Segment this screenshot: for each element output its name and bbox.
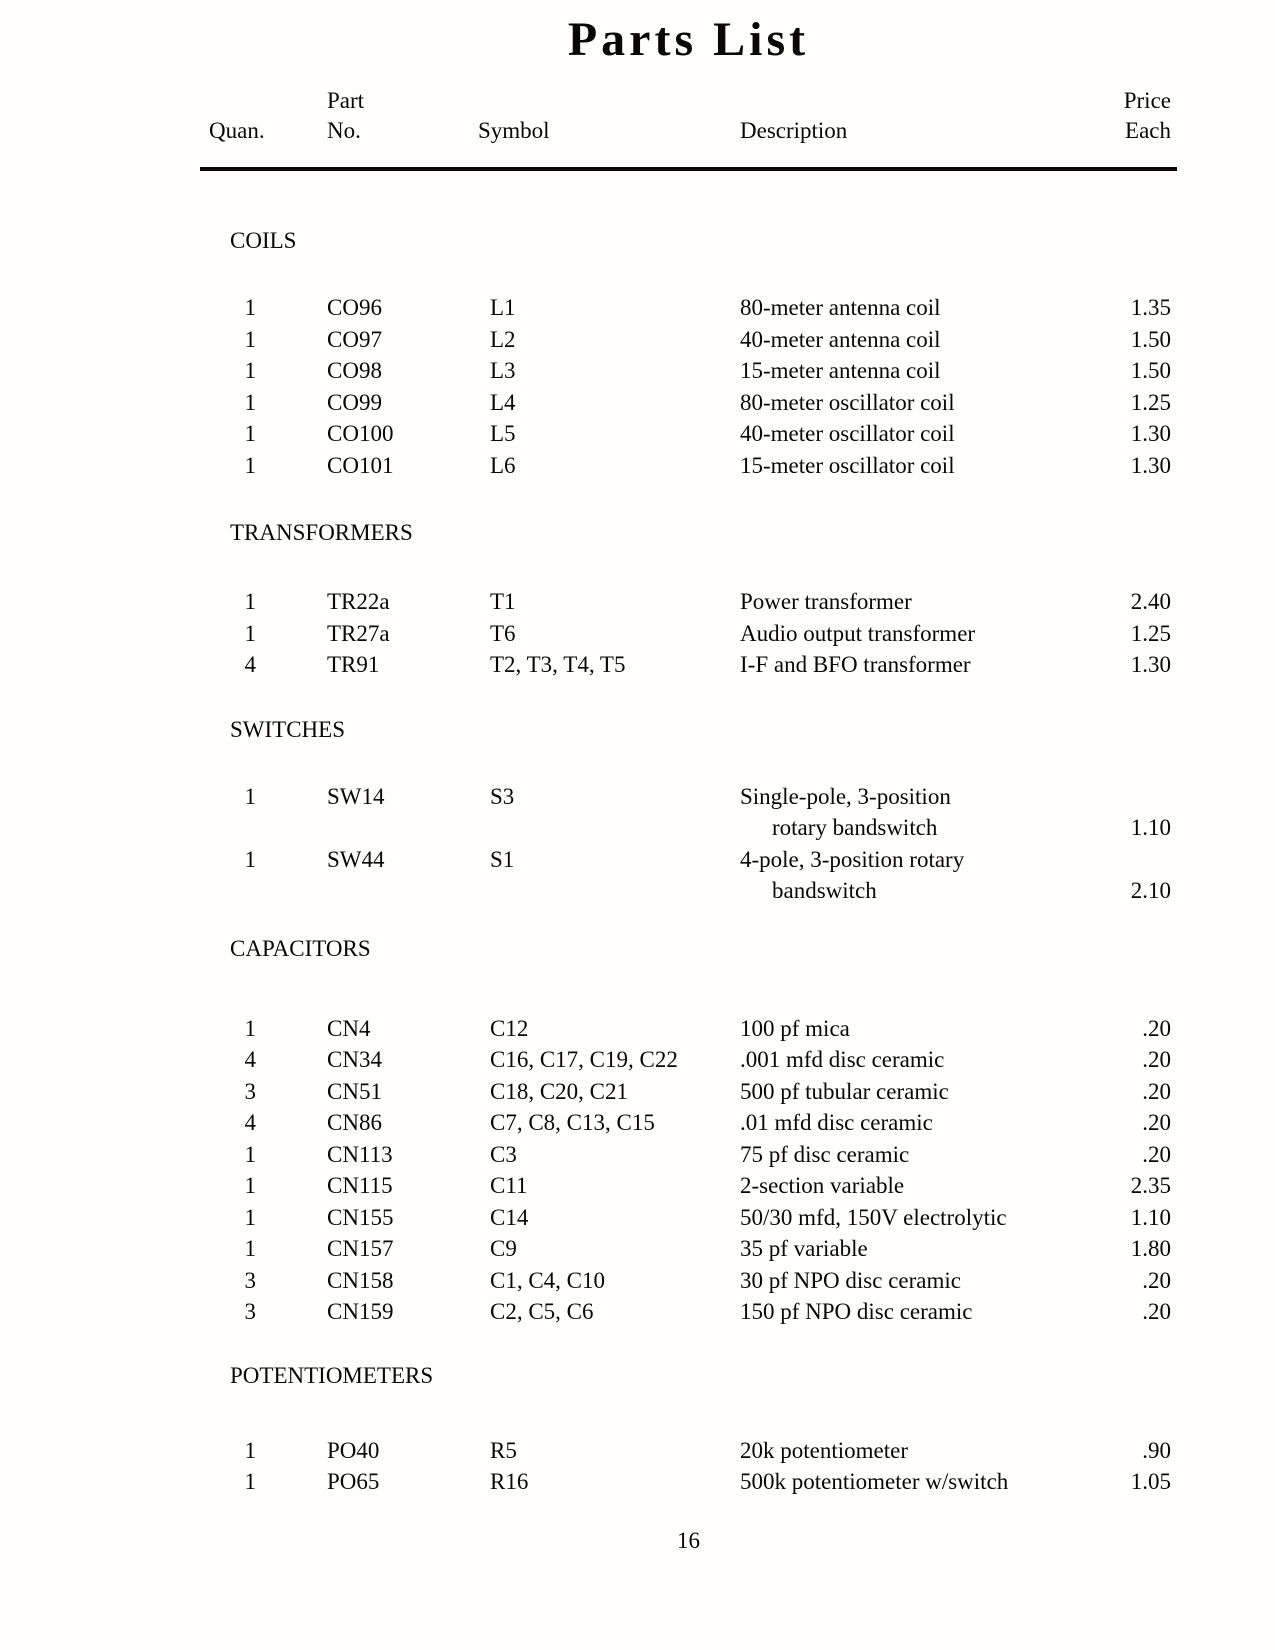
cell-part-no: CO101 <box>327 452 394 478</box>
cell-part-no: SW44 <box>327 846 385 872</box>
cell-description: 4-pole, 3-position rotary <box>740 846 965 872</box>
cell-symbol: L1 <box>490 295 516 320</box>
cell-price: .20 <box>1142 1110 1171 1135</box>
header-description: Description <box>740 118 848 143</box>
header-price-line1: Price <box>1123 88 1171 113</box>
table-row <box>0 450 1275 482</box>
cell-symbol: L4 <box>490 389 516 415</box>
cell-quantity: 1 <box>244 1236 256 1261</box>
cell-part-no: CO98 <box>327 358 382 383</box>
cell-part-no: CN157 <box>327 1236 394 1261</box>
cell-symbol: L5 <box>490 421 516 446</box>
cell-price: 2.10 <box>1130 878 1171 903</box>
table-row <box>0 1296 1275 1328</box>
section-rows <box>0 1013 1275 1328</box>
header-symbol: Symbol <box>478 118 550 143</box>
cell-description: 20k potentiometer <box>740 1437 908 1463</box>
cell-description: 35 pf variable <box>740 1236 868 1261</box>
cell-quantity: 1 <box>244 326 256 352</box>
table-row <box>0 355 1275 387</box>
cell-symbol: C2, C5, C6 <box>490 1299 594 1324</box>
cell-quantity: 1 <box>244 1469 256 1494</box>
table-row <box>0 418 1275 450</box>
table-row <box>0 1170 1275 1202</box>
cell-description: 80-meter oscillator coil <box>740 389 955 415</box>
section-heading: COILS <box>230 228 297 253</box>
cell-symbol: S1 <box>490 846 515 872</box>
cell-part-no: CN115 <box>327 1173 393 1198</box>
table-header <box>0 0 1275 175</box>
cell-part-no: CN159 <box>327 1299 394 1324</box>
page-title: Parts List <box>567 13 810 66</box>
cell-part-no: CN113 <box>327 1141 393 1167</box>
cell-quantity: 3 <box>244 1078 256 1104</box>
cell-quantity: 1 <box>244 620 256 646</box>
cell-price: 1.30 <box>1130 421 1171 446</box>
header-part-line1: Part <box>327 88 365 113</box>
table-row <box>0 649 1275 681</box>
cell-description: 150 pf NPO disc ceramic <box>740 1299 973 1324</box>
cell-part-no: TR22a <box>327 589 390 614</box>
table-row <box>0 618 1275 650</box>
cell-symbol: C3 <box>490 1141 517 1167</box>
sections <box>0 171 1275 1554</box>
cell-symbol: T1 <box>490 589 516 614</box>
cell-quantity: 1 <box>244 358 256 383</box>
cell-description: .001 mfd disc ceramic <box>740 1047 945 1072</box>
cell-price: 1.30 <box>1130 452 1171 478</box>
cell-part-no: SW14 <box>327 783 385 809</box>
section <box>0 936 1275 1328</box>
section-heading: TRANSFORMERS <box>230 520 413 545</box>
table-row <box>0 844 1275 907</box>
cell-quantity: 3 <box>244 1267 256 1293</box>
cell-quantity: 1 <box>244 389 256 415</box>
section-rows <box>0 1435 1275 1498</box>
cell-symbol: C14 <box>490 1204 529 1230</box>
cell-description: Audio output transformer <box>740 620 976 646</box>
table-row <box>0 1076 1275 1108</box>
table-row <box>0 1044 1275 1076</box>
cell-price: 1.35 <box>1130 295 1171 320</box>
cell-description: 500 pf tubular ceramic <box>740 1078 949 1104</box>
table-row <box>0 1233 1275 1265</box>
cell-symbol: T6 <box>490 620 516 646</box>
cell-price: 1.80 <box>1130 1236 1171 1261</box>
cell-description: .01 mfd disc ceramic <box>740 1110 933 1135</box>
cell-symbol: R5 <box>490 1437 517 1463</box>
section <box>0 1363 1275 1498</box>
cell-price: .20 <box>1142 1047 1171 1072</box>
cell-quantity: 1 <box>244 421 256 446</box>
cell-part-no: CN155 <box>327 1204 394 1230</box>
cell-description: rotary bandswitch <box>772 815 938 840</box>
cell-symbol: C16, C17, C19, C22 <box>490 1047 678 1072</box>
cell-part-no: TR91 <box>327 652 380 677</box>
cell-part-no: CN51 <box>327 1078 382 1104</box>
section-heading: SWITCHES <box>230 716 345 742</box>
cell-part-no: TR27a <box>327 620 390 646</box>
section-rows <box>0 781 1275 907</box>
cell-quantity: 1 <box>244 1173 256 1198</box>
header-price-line2: Each <box>1125 118 1171 143</box>
cell-description: 40-meter oscillator coil <box>740 421 955 446</box>
section-rows <box>0 586 1275 681</box>
cell-symbol: L6 <box>490 452 516 478</box>
cell-price: .20 <box>1142 1267 1171 1293</box>
cell-price: 1.50 <box>1130 326 1171 352</box>
cell-part-no: CO100 <box>327 421 394 446</box>
cell-description: 100 pf mica <box>740 1015 850 1041</box>
cell-quantity: 1 <box>244 1204 256 1230</box>
cell-description: 30 pf NPO disc ceramic <box>740 1267 961 1293</box>
table-row <box>0 1107 1275 1139</box>
cell-price: 2.35 <box>1130 1173 1171 1198</box>
cell-price: .20 <box>1142 1299 1171 1324</box>
cell-symbol: C9 <box>490 1236 517 1261</box>
cell-description: 75 pf disc ceramic <box>740 1141 910 1167</box>
cell-price: 1.30 <box>1130 652 1171 677</box>
cell-description: I-F and BFO transformer <box>740 652 971 677</box>
cell-symbol: T2, T3, T4, T5 <box>490 652 626 677</box>
cell-part-no: CN158 <box>327 1267 394 1293</box>
cell-symbol: C7, C8, C13, C15 <box>490 1110 655 1135</box>
cell-part-no: CN34 <box>327 1047 382 1072</box>
cell-symbol: C12 <box>490 1015 529 1041</box>
table-row <box>0 292 1275 324</box>
table-row <box>0 387 1275 419</box>
cell-quantity: 4 <box>244 1110 256 1135</box>
cell-price: 1.25 <box>1130 620 1171 646</box>
table-row <box>0 586 1275 618</box>
cell-quantity: 1 <box>244 846 256 872</box>
cell-price: .20 <box>1142 1015 1171 1041</box>
cell-quantity: 1 <box>244 1437 256 1463</box>
cell-price: .20 <box>1142 1078 1171 1104</box>
cell-symbol: L3 <box>490 358 516 383</box>
cell-price: 1.25 <box>1130 389 1171 415</box>
cell-description: 40-meter antenna coil <box>740 326 941 352</box>
cell-part-no: CN86 <box>327 1110 382 1135</box>
cell-symbol: C1, C4, C10 <box>490 1267 606 1293</box>
cell-description: Single-pole, 3-position <box>740 783 951 809</box>
table-row <box>0 1265 1275 1297</box>
cell-quantity: 4 <box>244 652 256 677</box>
header-part-line2: No. <box>327 118 361 143</box>
cell-price: 2.40 <box>1130 589 1171 614</box>
cell-symbol: R16 <box>490 1469 529 1494</box>
section <box>0 520 1275 681</box>
cell-price: 1.05 <box>1130 1469 1171 1494</box>
cell-description: 80-meter antenna coil <box>740 295 941 320</box>
cell-quantity: 4 <box>244 1047 256 1072</box>
section <box>0 228 1275 481</box>
cell-quantity: 1 <box>244 589 256 614</box>
section-heading: CAPACITORS <box>230 935 371 961</box>
cell-part-no: PO65 <box>327 1469 380 1494</box>
cell-part-no: CO99 <box>327 389 382 415</box>
cell-symbol: C11 <box>490 1173 528 1198</box>
table-row <box>0 1139 1275 1171</box>
table-row <box>0 1466 1275 1498</box>
cell-price: .90 <box>1142 1437 1171 1463</box>
table-row <box>0 1435 1275 1467</box>
cell-price: 1.50 <box>1130 358 1171 383</box>
section-heading: POTENTIOMETERS <box>230 1362 434 1388</box>
cell-part-no: PO40 <box>327 1437 380 1463</box>
cell-symbol: L2 <box>490 326 516 352</box>
cell-description: bandswitch <box>772 878 877 903</box>
table-row <box>0 1202 1275 1234</box>
cell-part-no: CN4 <box>327 1015 371 1041</box>
cell-description: 50/30 mfd, 150V electrolytic <box>740 1204 1007 1230</box>
table-row <box>0 1013 1275 1045</box>
table-row <box>0 781 1275 844</box>
cell-price: .20 <box>1142 1141 1171 1167</box>
section-rows <box>0 292 1275 481</box>
cell-description: Power transformer <box>740 589 912 614</box>
cell-description: 500k potentiometer w/switch <box>740 1469 1009 1494</box>
cell-part-no: CO97 <box>327 326 382 352</box>
cell-description: 15-meter antenna coil <box>740 358 941 383</box>
cell-quantity: 3 <box>244 1299 256 1324</box>
table-row <box>0 324 1275 356</box>
cell-description: 2-section variable <box>740 1173 905 1198</box>
cell-price: 1.10 <box>1130 1204 1171 1230</box>
cell-quantity: 1 <box>244 452 256 478</box>
cell-price: 1.10 <box>1130 815 1171 840</box>
cell-quantity: 1 <box>244 1141 256 1167</box>
cell-symbol: S3 <box>490 783 515 809</box>
cell-part-no: CO96 <box>327 295 382 320</box>
cell-quantity: 1 <box>244 783 256 809</box>
header-quan: Quan. <box>209 118 265 143</box>
section <box>0 717 1275 907</box>
cell-quantity: 1 <box>244 295 256 320</box>
cell-symbol: C18, C20, C21 <box>490 1078 629 1104</box>
cell-description: 15-meter oscillator coil <box>740 452 955 478</box>
cell-quantity: 1 <box>244 1015 256 1041</box>
page-number: 16 <box>677 1527 700 1553</box>
